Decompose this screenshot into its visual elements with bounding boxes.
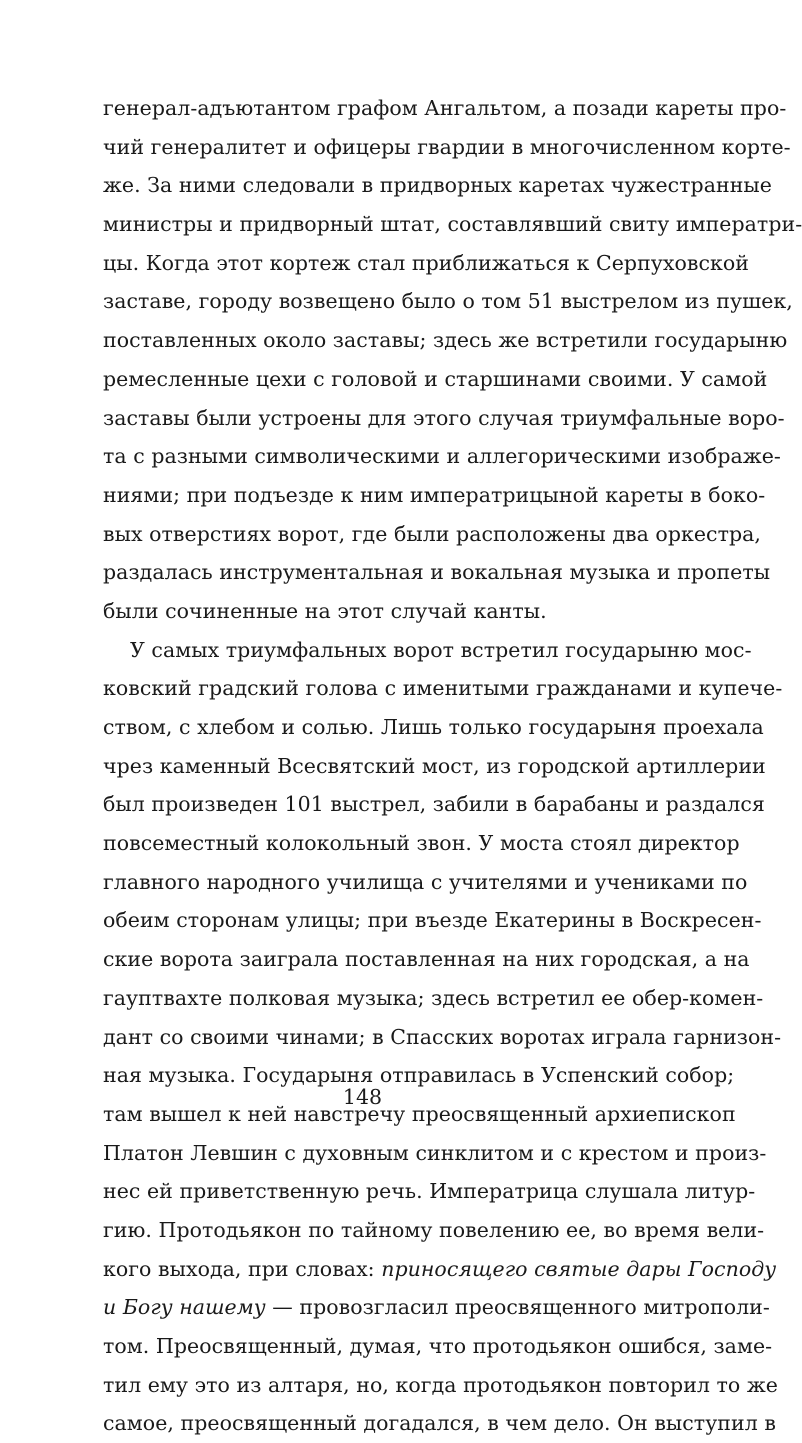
text-line: Платон Левшин с духовным синклитом и с крестом и произ- — [103, 1140, 767, 1165]
italic-quote: и Богу нашему — [103, 1295, 266, 1320]
text-line: гауптвахте полковая музыка; здесь встретил ее обер-комен- — [103, 985, 764, 1010]
text-line: поставленных около заставы; здесь же встретили государыню — [103, 328, 788, 353]
text-line — [103, 1288, 770, 1327]
text-line: министры и придворный штат, составлявший свиту императри- — [103, 212, 802, 237]
text-line: заставе, городу возвещено было о том 51 выстрелом из пушек, — [103, 289, 793, 314]
text-line: дант со своими чинами; в Спасских воротах играла гарнизон- — [103, 1024, 782, 1049]
text-line: ниями; при подъезде к ним императрицыной кареты в боко- — [103, 482, 766, 507]
text-line: был произведен 101 выстрел, забили в барабаны и раздался — [103, 792, 765, 817]
page-number: 148 — [342, 1085, 383, 1109]
paragraph — [103, 89, 802, 631]
text-line: вых отверстиях ворот, где были расположены два оркестра, — [103, 521, 761, 546]
italic-quote: приносящего святые дары Господу — [381, 1256, 777, 1281]
text-line: обеим сторонам улицы; при въезде Екатерины в Воскресен- — [103, 908, 762, 933]
text-line: генерал-адъютантом графом Ангальтом, а позади кареты про- — [103, 96, 787, 120]
paragraph — [103, 631, 783, 1443]
text-line: ством, с хлебом и солью. Лишь только государыня проехала — [103, 715, 764, 739]
text-line: заставы были устроены для этого случая триумфальные воро- — [103, 405, 785, 430]
text-line: были сочиненные на этот случай канты. — [103, 598, 547, 623]
text-line: самое, преосвященный догадался, в чем дело. Он выступил в — [103, 1411, 776, 1436]
text-line: повсеместный колокольный звон. У моста стоял директор — [103, 831, 740, 856]
text-line: гию. Протодьякон по тайному повелению ее, во время вели- — [103, 1217, 765, 1242]
text-fragment: кого выхода, при словах: — [103, 1256, 382, 1281]
body-text — [103, 89, 802, 1443]
text-line: том. Преосвященный, думая, что протодьякон ошибся, заме- — [103, 1334, 773, 1358]
text-line: нес ей приветственную речь. Императрица слушала литур- — [103, 1179, 756, 1204]
text-line: ские ворота заиграла поставленная на них городская, а на — [103, 947, 750, 972]
text-line — [103, 1250, 777, 1289]
text-line: цы. Когда этот кортеж стал приближаться к Серпуховской — [103, 250, 749, 275]
text-line: ковский градский голова с именитыми гражданами и купече- — [103, 676, 783, 701]
text-line: чий генералитет и офицеры гвардии в многочисленном корте- — [103, 134, 791, 159]
text-line: главного народного училища с учителями и учениками по — [103, 869, 748, 894]
text-line: же. За ними следовали в придворных каретах чужестранные — [103, 173, 772, 198]
text-line: чрез каменный Всесвятский мост, из городской артиллерии — [103, 753, 766, 778]
text-line: тил ему это из алтаря, но, когда протодьякон повторил то же — [103, 1372, 778, 1397]
text-line: ремесленные цехи с головой и старшинами своими. У самой — [103, 366, 768, 391]
text-fragment: — провозгласил преосвященного митрополи- — [265, 1295, 770, 1320]
text-line: У самых триумфальных ворот встретил государыню мос- — [130, 637, 752, 662]
text-line: та с разными символическими и аллегорическими изображе- — [103, 444, 781, 469]
text-line: там вышел к ней навстречу преосвященный архиепископ — [103, 1101, 736, 1126]
text-line: ная музыка. Государыня отправилась в Успенский собор; — [103, 1063, 735, 1088]
text-line: раздалась инструментальная и вокальная музыка и пропеты — [103, 560, 771, 585]
